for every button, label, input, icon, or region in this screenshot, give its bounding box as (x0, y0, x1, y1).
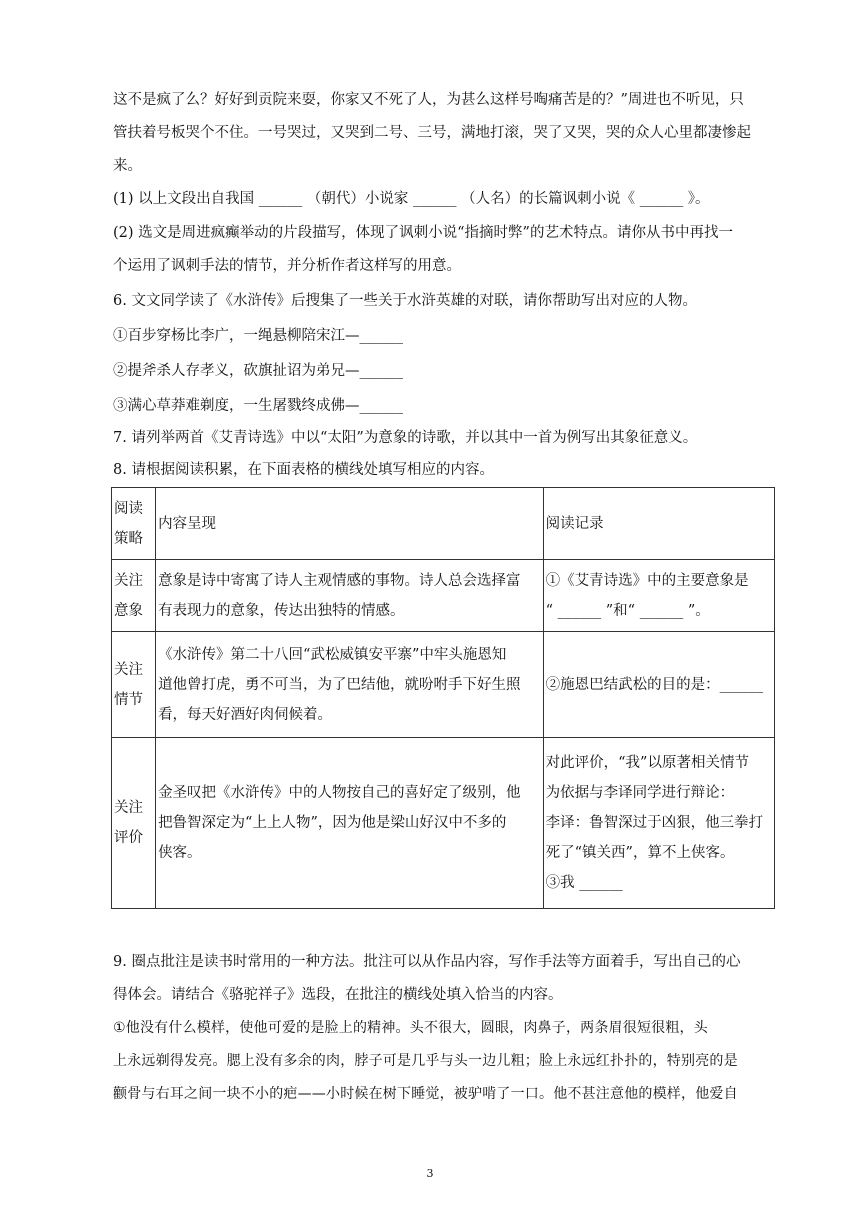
passage-line: ①他没有什么模样，使他可爱的是脸上的精神。头不很大，圆眼，肉鼻子，两条眉很短很粗，头 (113, 1020, 708, 1036)
question-8: 8. 请根据阅读积累，在下面表格的横线处填写相应的内容。 (113, 462, 494, 478)
table-row (112, 632, 775, 738)
question-1: (1) 以上文段出自我国 ______ （朝代）小说家 ______ （人名）的长篇讽刺小说《 ______ 》。 (113, 191, 710, 207)
table-cell: ①《艾青诗选》中的主要意象是 “ ______ ”和“ ______ ”。 (543, 560, 774, 632)
table-header-row (112, 488, 775, 560)
question-9-cont: 得体会。请结合《骆驼祥子》选段，在批注的横线处填入恰当的内容。 (113, 987, 563, 1003)
table-cell: 金圣叹把《水浒传》中的人物按自己的喜好定了级别，他 把鲁智深定为“上上人物”，因为他是梁山好汉中不多的 侠客。 (156, 738, 544, 909)
table-row (112, 560, 775, 632)
page-number: 3 (426, 1167, 434, 1180)
table-cell: 《水浒传》第二十八回“武松威镇安平寨”中牢头施恩知 道他曾打虎，勇不可当，为了巴结他，就吩咐手下好生照 看，每天好酒好肉伺候着。 (156, 632, 544, 738)
table-cell: 关注 评价 (112, 738, 156, 909)
paragraph-line: 来。 (113, 158, 142, 174)
couplet-3: ③满心草莽难剃度，一生屠戮终成佛—______ (113, 398, 403, 414)
paragraph-line: 这不是疯了么？好好到贡院来耍，你家又不死了人，为甚么这样号啕痛苦是的？”周进也不听见，只 (113, 92, 744, 108)
question-6: 6. 文文同学读了《水浒传》后搜集了一些关于水浒英雄的对联，请你帮助写出对应的人物。 (113, 293, 697, 309)
table-cell: ②施恩巴结武松的目的是：______ (543, 632, 774, 738)
header-strategy: 阅读 策略 (112, 488, 156, 560)
question-7: 7. 请列举两首《艾青诗选》中以“太阳”为意象的诗歌，并以其中一首为例写出其象征意义。 (113, 430, 698, 446)
table-row (112, 738, 775, 909)
table-cell: 关注 情节 (112, 632, 156, 738)
question-2: (2) 选文是周进疯癫举动的片段描写，体现了讽刺小说“指摘时弊”的艺术特点。请你从书中再找一 (113, 225, 733, 241)
couplet-1: ①百步穿杨比李广，一绳悬柳陪宋江—______ (113, 328, 403, 344)
table-cell: 意象是诗中寄寓了诗人主观情感的事物。诗人总会选择富 有表现力的意象，传达出独特的情感。 (156, 560, 544, 632)
question-2-cont: 个运用了讽刺手法的情节，并分析作者这样写的用意。 (113, 258, 461, 274)
paragraph-line: 管扶着号板哭个不住。一号哭过，又哭到二号、三号，满地打滚，哭了又哭，哭的众人心里都凄惨起 (113, 125, 751, 141)
reading-table (111, 487, 775, 909)
couplet-2: ②提斧杀人存孝义，砍旗扯诏为弟兄—______ (113, 363, 403, 379)
header-content: 内容呈现 (156, 488, 544, 560)
table-cell: 关注 意象 (112, 560, 156, 632)
header-record: 阅读记录 (543, 488, 774, 560)
question-9: 9. 圈点批注是读书时常用的一种方法。批注可以从作品内容，写作手法等方面着手，写出自己的心 (113, 954, 741, 970)
passage-line: 颧骨与右耳之间一块不小的疤——小时候在树下睡觉，被驴啃了一口。他不甚注意他的模样，他爱自 (113, 1086, 738, 1102)
table-cell: 对此评价，“我”以原著相关情节 为依据与李译同学进行辩论： 李译：鲁智深过于凶狠，他三拳打 死了“镇关西”，算不上侠客。 ③我 ______ (543, 738, 774, 909)
passage-line: 上永远剃得发亮。腮上没有多余的肉，脖子可是几乎与头一边儿粗；脸上永远红扑扑的，特别亮的是 (113, 1053, 738, 1069)
